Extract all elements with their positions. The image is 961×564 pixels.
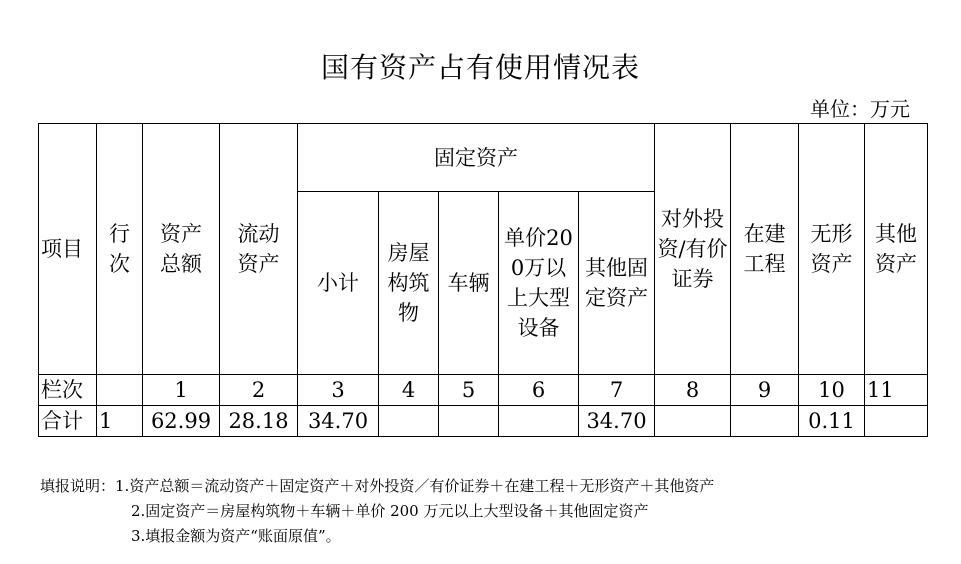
header-investments: 对外投资/有价证券 [655,124,731,375]
table-cell: 0.11 [799,406,865,437]
header-subtotal: 小计 [298,192,379,375]
table-cell [97,375,143,406]
header-buildings: 房屋构筑物 [379,192,439,375]
header-row-no: 行次 [97,124,143,375]
table-cell [865,406,928,437]
table-cell: 5 [439,375,499,406]
page-title: 国有资产占有使用情况表 [320,51,640,84]
table-cell: 7 [579,375,655,406]
header-item: 项目 [39,124,97,375]
table-cell [731,406,799,437]
table-cell: 1 [143,375,220,406]
row-label: 合计 [39,406,97,437]
asset-table [38,123,928,437]
header-construction: 在建工程 [731,124,799,375]
header-other-fixed: 其他固定资产 [579,192,655,375]
header-total-assets: 资产总额 [143,124,220,375]
table-cell: 3 [298,375,379,406]
table-cell [499,406,579,437]
header-other-assets: 其他资产 [865,124,928,375]
note-item: 3.填报金额为资产“账面原值”。 [131,527,341,545]
header-vehicles: 车辆 [439,192,499,375]
table-cell [655,406,731,437]
table-cell [439,406,499,437]
table-cell: 8 [655,375,731,406]
unit-label: 单位：万元 [810,97,910,121]
notes-label: 填报说明： [40,477,116,495]
table-cell: 34.70 [298,406,379,437]
table-cell: 9 [731,375,799,406]
table-cell: 11 [865,375,928,406]
table-cell: 34.70 [579,406,655,437]
table-cell: 28.18 [220,406,298,437]
table-cell: 4 [379,375,439,406]
total-row [39,406,928,437]
header-current-assets: 流动资产 [220,124,298,375]
table-cell: 6 [499,375,579,406]
table-cell [379,406,439,437]
note-item: 填报说明：1.资产总额＝流动资产＋固定资产＋对外投资／有价证券＋在建工程＋无形资产＋其他资产 [40,477,715,495]
column-number-row [39,375,928,406]
row-label: 栏次 [39,375,97,406]
table-cell: 2 [220,375,298,406]
header-intangible: 无形资产 [799,124,865,375]
table-cell: 62.99 [143,406,220,437]
table-cell: 10 [799,375,865,406]
header-large-equipment: 单价200万以上大型设备 [499,192,579,375]
note-item: 2.固定资产＝房屋构筑物＋车辆＋单价 200 万元以上大型设备＋其他固定资产 [131,502,649,520]
table-cell: 1 [97,406,143,437]
filling-notes [40,474,714,549]
header-fixed-assets: 固定资产 [298,124,655,192]
